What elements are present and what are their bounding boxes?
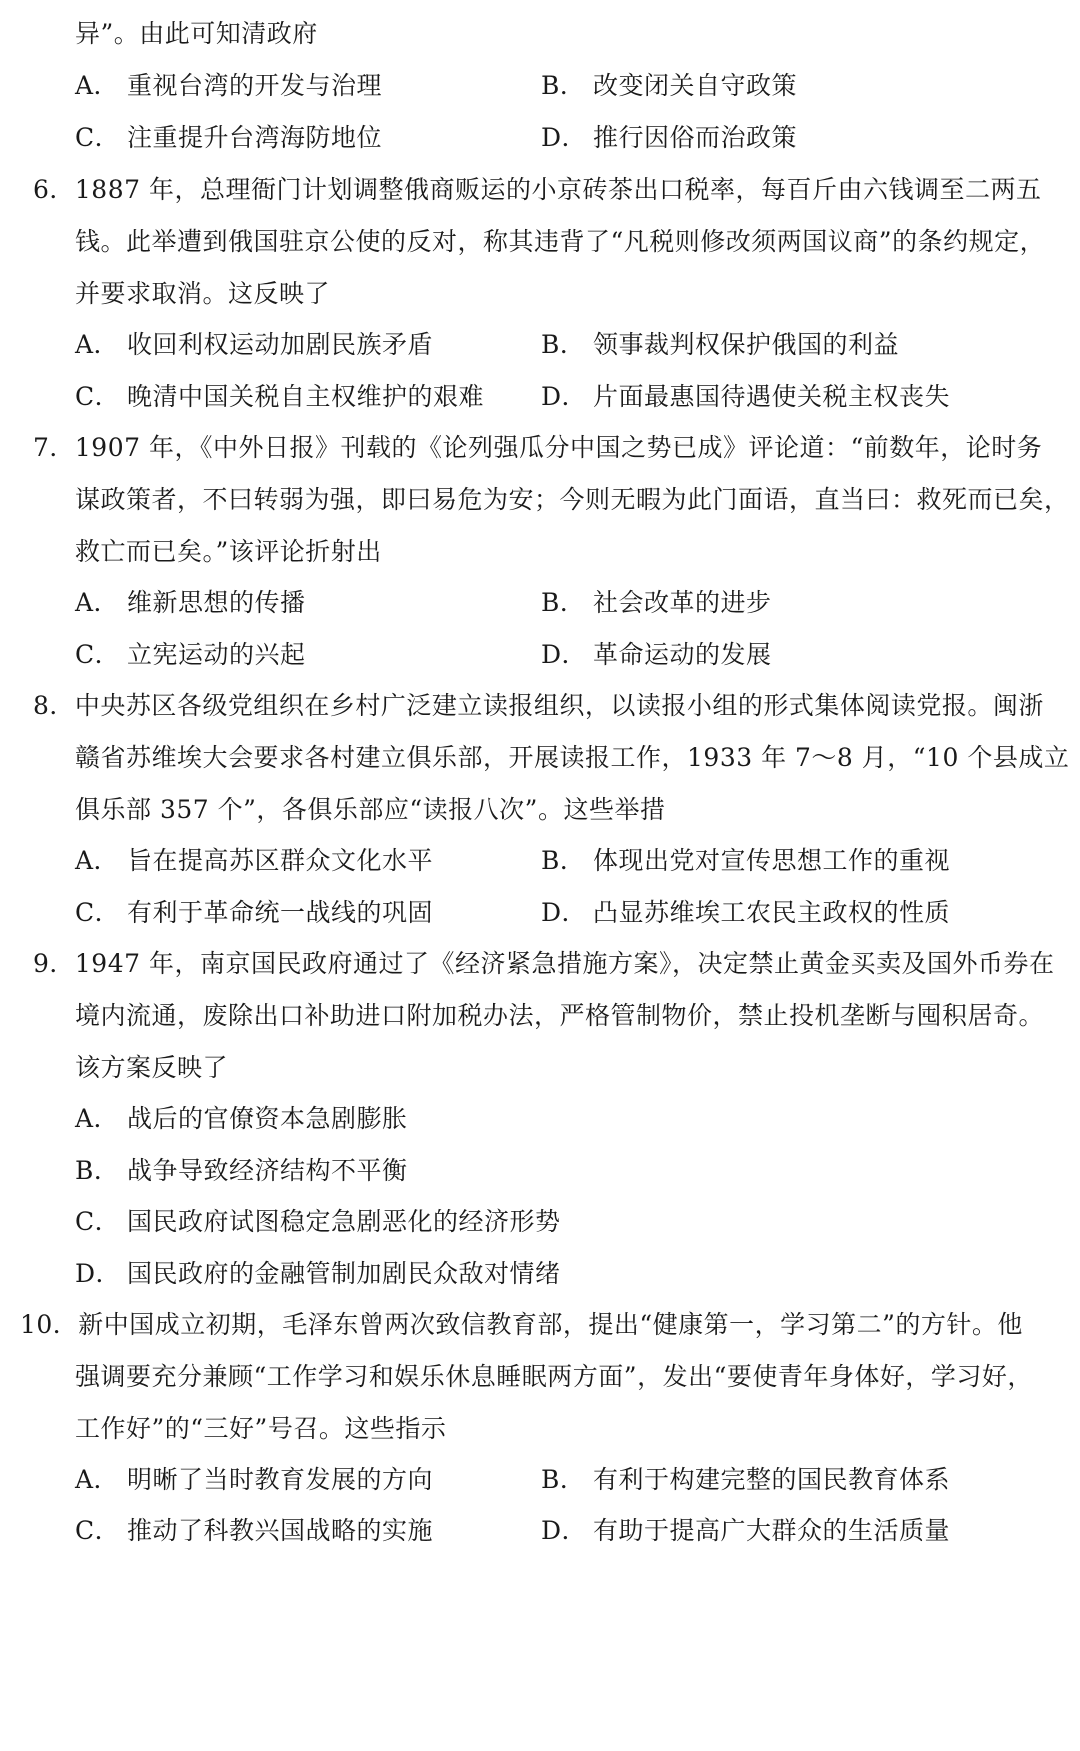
question-9-option-c [75,1202,561,1242]
option-letter: B． [541,330,586,359]
option-letter: A． [75,1465,120,1494]
option-letter: D． [541,898,588,927]
option-text: 有利于革命统一战线的巩固 [127,898,434,927]
option-text: 维新思想的传播 [127,588,306,617]
question-8-stem-line-2: 赣省苏维埃大会要求各村建立俱乐部，开展读报工作，1933 年 7～8 月，“10 个县成立 [75,743,1070,772]
option-text: 收回利权运动加剧民族矛盾 [127,330,434,359]
question-5-stem-tail: 异”。由此可知清政府 [75,19,318,48]
option-text: 领事裁判权保护俄国的利益 [593,330,900,359]
option-text: 体现出党对宣传思想工作的重视 [593,846,951,875]
question-10-option-d [541,1511,950,1551]
option-text: 改变闭关自守政策 [593,71,798,100]
question-6-stem-line-2: 钱。此举遭到俄国驻京公使的反对，称其违背了“凡税则修改须两国议商”的条约规定， [75,227,1046,256]
option-letter: D． [75,1259,122,1288]
option-letter: B． [541,846,586,875]
option-letter: B． [541,71,586,100]
question-10-stem-line-1: 10．新中国成立初期，毛泽东曾两次致信教育部，提出“健康第一，学习第二”的方针。他 [20,1310,1023,1339]
question-9-stem-line-3: 该方案反映了 [75,1053,229,1082]
option-letter: B． [75,1156,120,1185]
option-letter: C． [75,382,121,411]
option-text: 晚清中国关税自主权维护的艰难 [127,382,485,411]
option-text: 有利于构建完整的国民教育体系 [593,1465,951,1494]
question-7-option-c [75,635,306,675]
option-text: 国民政府的金融管制加剧民众敌对情绪 [127,1259,561,1288]
question-5-option-b [541,66,797,106]
question-10-option-c [75,1511,433,1551]
question-8-stem-line-3: 俱乐部 357 个”，各俱乐部应“读报八次”。这些举措 [75,795,666,824]
option-letter: A． [75,71,120,100]
option-text: 战后的官僚资本急剧膨胀 [127,1104,408,1133]
question-6-option-c [75,377,484,417]
option-letter: D． [541,382,588,411]
option-text: 革命运动的发展 [593,640,772,669]
question-8-option-c [75,893,433,933]
option-letter: A． [75,330,120,359]
option-letter: D． [541,123,588,152]
question-7-option-d [541,635,772,675]
option-letter: A． [75,588,120,617]
question-10-stem-line-2: 强调要充分兼顾“工作学习和娱乐休息睡眠两方面”，发出“要使青年身体好，学习好， [75,1362,1033,1391]
option-text: 立宪运动的兴起 [127,640,306,669]
question-5-option-d [541,118,797,158]
question-6-option-d [541,377,950,417]
question-9-stem-line-1: 9．1947 年，南京国民政府通过了《经济紧急措施方案》，决定禁止黄金买卖及国外币券在 [33,949,1055,978]
question-7-option-b [541,583,772,623]
option-text: 旨在提高苏区群众文化水平 [127,846,434,875]
option-letter: B． [541,1465,586,1494]
option-text: 重视台湾的开发与治理 [127,71,383,100]
option-letter: C． [75,640,121,669]
option-text: 战争导致经济结构不平衡 [127,1156,408,1185]
option-letter: A． [75,1104,120,1133]
option-letter: A． [75,846,120,875]
option-letter: B． [541,588,586,617]
option-text: 有助于提高广大群众的生活质量 [593,1516,951,1545]
question-5-option-a [75,66,382,106]
question-6-stem-line-1: 6．1887 年，总理衙门计划调整俄商贩运的小京砖茶出口税率，每百斤由六钱调至二两五 [33,175,1042,204]
option-text: 凸显苏维埃工农民主政权的性质 [593,898,951,927]
question-7-option-a [75,583,306,623]
option-letter: D． [541,1516,588,1545]
question-9-stem-line-2: 境内流通，废除出口补助进口附加税办法，严格管制物价，禁止投机垄断与囤积居奇。 [75,1001,1045,1030]
question-7-stem-line-3: 救亡而已矣。”该评论折射出 [75,537,382,566]
option-letter: D． [541,640,588,669]
option-text: 国民政府试图稳定急剧恶化的经济形势 [127,1207,561,1236]
question-8-option-d [541,893,950,933]
question-9-option-d [75,1254,561,1294]
question-6-stem-line-3: 并要求取消。这反映了 [75,279,331,308]
question-9-option-b [75,1151,408,1191]
option-letter: C． [75,898,121,927]
question-9-option-a [75,1099,408,1139]
question-5-option-c [75,118,382,158]
question-10-stem-line-3: 工作好”的“三好”号召。这些指示 [75,1414,447,1443]
question-10-option-a [75,1460,433,1500]
question-7-stem-line-1: 7．1907 年，《中外日报》刊载的《论列强瓜分中国之势已成》评论道：“前数年，论时务 [33,433,1043,462]
question-8-option-a [75,841,433,881]
question-8-option-b [541,841,950,881]
option-letter: C． [75,123,121,152]
option-text: 社会改革的进步 [593,588,772,617]
question-6-option-a [75,325,433,365]
option-text: 片面最惠国待遇使关税主权丧失 [593,382,951,411]
question-8-stem-line-1: 8．中央苏区各级党组织在乡村广泛建立读报组织，以读报小组的形式集体阅读党报。闽浙 [33,691,1044,720]
option-letter: C． [75,1516,121,1545]
option-text: 注重提升台湾海防地位 [127,123,383,152]
question-10-option-b [541,1460,950,1500]
option-text: 推动了科教兴国战略的实施 [127,1516,434,1545]
question-7-stem-line-2: 谋政策者，不曰转弱为强，即曰易危为安；今则无暇为此门面语，直当曰：救死而已矣， [75,485,1070,514]
option-letter: C． [75,1207,121,1236]
question-6-option-b [541,325,899,365]
option-text: 明晰了当时教育发展的方向 [127,1465,434,1494]
option-text: 推行因俗而治政策 [593,123,798,152]
